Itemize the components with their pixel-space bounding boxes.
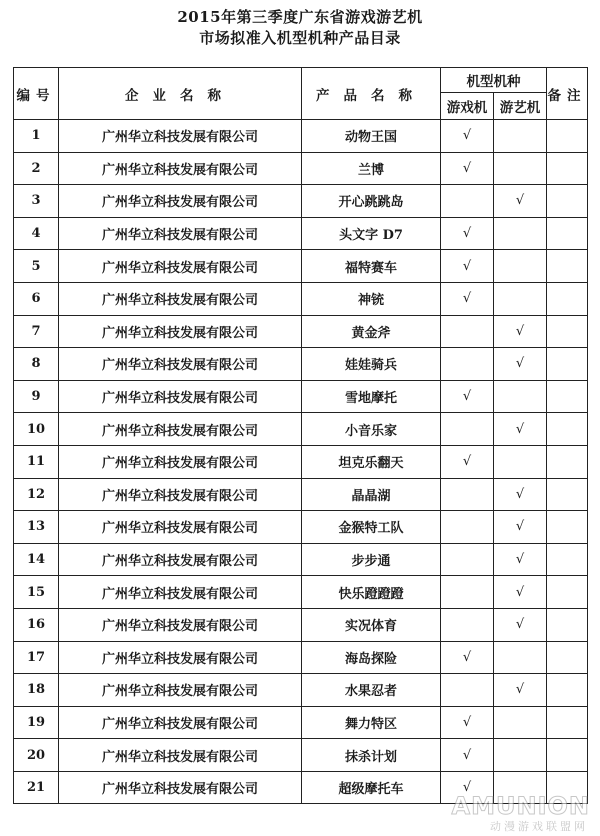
row-game-check [441,413,494,446]
watermark-sub-text: 动漫游戏联盟网 [490,820,588,833]
row-amusement-check: √ [494,576,547,609]
row-amusement-check: √ [494,315,547,348]
table-row [14,576,588,609]
row-number: 7 [14,315,59,348]
row-remark [547,674,588,707]
row-company: 广州华立科技发展有限公司 [59,250,302,283]
table-row [14,706,588,739]
row-number: 3 [14,185,59,218]
row-company: 广州华立科技发展有限公司 [59,413,302,446]
table-row [14,152,588,185]
header-number: 编号 [14,68,59,120]
document-title-line1: 2015年第三季度广东省游戏游艺机 [177,8,423,26]
table-row [14,641,588,674]
row-company: 广州华立科技发展有限公司 [59,739,302,772]
row-amusement-check [494,120,547,153]
row-game-check [441,348,494,381]
row-product: 头文字 D7 [302,217,441,250]
table-row [14,348,588,381]
row-company: 广州华立科技发展有限公司 [59,348,302,381]
row-amusement-check [494,380,547,413]
product-catalog-table [13,67,588,804]
table-row [14,445,588,478]
table-row [14,120,588,153]
row-number: 18 [14,674,59,707]
row-number: 13 [14,511,59,544]
row-amusement-check: √ [494,674,547,707]
row-product: 海岛探险 [302,641,441,674]
row-product: 动物王国 [302,120,441,153]
row-product: 福特赛车 [302,250,441,283]
row-product: 神铳 [302,282,441,315]
row-company: 广州华立科技发展有限公司 [59,641,302,674]
row-company: 广州华立科技发展有限公司 [59,152,302,185]
table-row [14,478,588,511]
table-row [14,739,588,772]
table-row [14,771,588,804]
header-amusement-machine: 游艺机 [494,93,547,120]
table-row [14,511,588,544]
row-product: 金猴特工队 [302,511,441,544]
row-game-check: √ [441,445,494,478]
row-product: 实况体育 [302,608,441,641]
table-row [14,543,588,576]
row-company: 广州华立科技发展有限公司 [59,445,302,478]
row-remark [547,217,588,250]
row-product: 兰博 [302,152,441,185]
row-game-check [441,608,494,641]
row-amusement-check [494,771,547,804]
row-product: 小音乐家 [302,413,441,446]
row-number: 5 [14,250,59,283]
row-game-check: √ [441,120,494,153]
row-game-check [441,674,494,707]
row-amusement-check [494,217,547,250]
row-game-check: √ [441,250,494,283]
row-number: 11 [14,445,59,478]
row-amusement-check: √ [494,413,547,446]
row-product: 快乐蹬蹬蹬 [302,576,441,609]
row-number: 17 [14,641,59,674]
document-title-line2: 市场拟准入机型机种产品目录 [199,29,401,47]
row-remark [547,445,588,478]
row-number: 20 [14,739,59,772]
row-number: 1 [14,120,59,153]
row-product: 雪地摩托 [302,380,441,413]
row-product: 舞力特区 [302,706,441,739]
row-number: 12 [14,478,59,511]
header-game-machine: 游戏机 [441,93,494,120]
row-remark [547,641,588,674]
row-company: 广州华立科技发展有限公司 [59,282,302,315]
row-company: 广州华立科技发展有限公司 [59,185,302,218]
row-product: 步步通 [302,543,441,576]
row-number: 21 [14,771,59,804]
row-remark [547,282,588,315]
row-remark [547,576,588,609]
table-row [14,315,588,348]
header-remarks: 备注 [547,68,588,120]
watermark-main-text: AMUNION [451,792,590,820]
table-row [14,250,588,283]
row-remark [547,739,588,772]
row-game-check: √ [441,152,494,185]
header-machine-type: 机型机种 [441,68,547,93]
row-amusement-check [494,445,547,478]
row-remark [547,348,588,381]
row-remark [547,152,588,185]
row-product: 黄金斧 [302,315,441,348]
row-number: 15 [14,576,59,609]
table-row [14,380,588,413]
row-game-check: √ [441,282,494,315]
table-body [14,120,588,804]
row-company: 广州华立科技发展有限公司 [59,771,302,804]
row-remark [547,511,588,544]
row-remark [547,413,588,446]
row-remark [547,315,588,348]
row-amusement-check [494,739,547,772]
row-amusement-check: √ [494,185,547,218]
row-company: 广州华立科技发展有限公司 [59,217,302,250]
row-remark [547,250,588,283]
row-product: 娃娃骑兵 [302,348,441,381]
row-amusement-check: √ [494,348,547,381]
row-amusement-check: √ [494,478,547,511]
header-product: 产品名称 [302,68,441,120]
row-number: 9 [14,380,59,413]
row-amusement-check: √ [494,608,547,641]
table-row [14,413,588,446]
table-row [14,608,588,641]
row-company: 广州华立科技发展有限公司 [59,674,302,707]
row-company: 广州华立科技发展有限公司 [59,608,302,641]
row-number: 14 [14,543,59,576]
row-game-check [441,315,494,348]
row-company: 广州华立科技发展有限公司 [59,706,302,739]
row-game-check: √ [441,706,494,739]
row-company: 广州华立科技发展有限公司 [59,511,302,544]
table-row [14,185,588,218]
row-number: 4 [14,217,59,250]
row-number: 6 [14,282,59,315]
row-amusement-check: √ [494,511,547,544]
row-remark [547,185,588,218]
row-remark [547,478,588,511]
row-product: 晶晶湖 [302,478,441,511]
table-row [14,282,588,315]
row-company: 广州华立科技发展有限公司 [59,380,302,413]
row-product: 抹杀计划 [302,739,441,772]
row-number: 19 [14,706,59,739]
row-number: 10 [14,413,59,446]
row-remark [547,706,588,739]
row-company: 广州华立科技发展有限公司 [59,576,302,609]
row-company: 广州华立科技发展有限公司 [59,478,302,511]
row-game-check [441,478,494,511]
row-game-check: √ [441,217,494,250]
row-game-check [441,185,494,218]
row-game-check: √ [441,380,494,413]
row-game-check [441,511,494,544]
row-game-check [441,576,494,609]
row-amusement-check [494,641,547,674]
row-game-check [441,543,494,576]
row-number: 16 [14,608,59,641]
row-product: 开心跳跳岛 [302,185,441,218]
table-row [14,674,588,707]
row-amusement-check [494,706,547,739]
row-product: 水果忍者 [302,674,441,707]
row-product: 坦克乐翻天 [302,445,441,478]
row-remark [547,543,588,576]
row-number: 8 [14,348,59,381]
row-company: 广州华立科技发展有限公司 [59,315,302,348]
row-remark [547,771,588,804]
row-amusement-check [494,282,547,315]
row-company: 广州华立科技发展有限公司 [59,120,302,153]
row-amusement-check: √ [494,543,547,576]
row-product: 超级摩托车 [302,771,441,804]
row-game-check: √ [441,641,494,674]
row-game-check: √ [441,771,494,804]
row-remark [547,608,588,641]
row-company: 广州华立科技发展有限公司 [59,543,302,576]
table-row [14,217,588,250]
row-game-check: √ [441,739,494,772]
row-remark [547,380,588,413]
header-company: 企业名称 [59,68,302,120]
row-remark [547,120,588,153]
row-amusement-check [494,250,547,283]
row-number: 2 [14,152,59,185]
row-amusement-check [494,152,547,185]
